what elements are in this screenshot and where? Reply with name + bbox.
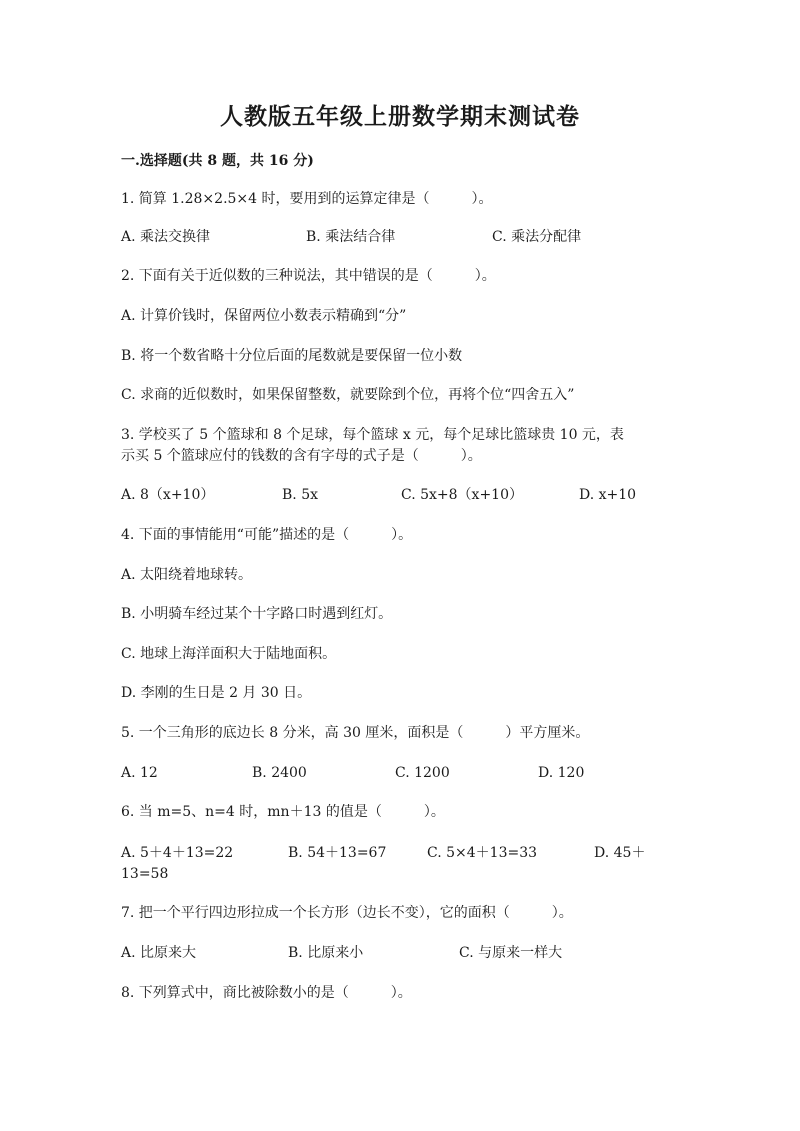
question-4-option-d: D. 李刚的生日是 2 月 30 日。 <box>121 685 312 701</box>
question-6-option-d: D. 45＋ <box>594 845 646 861</box>
question-6-option-d-continued: 13=58 <box>121 866 169 882</box>
question-7-option-c: C. 与原来一样大 <box>459 945 563 961</box>
question-6-stem: 6. 当 m=5、n=4 时，mn＋13 的值是（ ）。 <box>121 804 445 820</box>
question-7-option-b: B. 比原来小 <box>288 945 364 961</box>
question-6-option-c: C. 5×4＋13=33 <box>427 845 538 861</box>
question-3-option-a: A. 8（x+10） <box>121 487 215 503</box>
question-4-option-b: B. 小明骑车经过某个十字路口时遇到红灯。 <box>121 606 393 622</box>
question-6-option-a: A. 5＋4＋13=22 <box>121 845 234 861</box>
question-2-option-a: A. 计算价钱时，保留两位小数表示精确到“分” <box>121 308 407 324</box>
question-5-option-c: C. 1200 <box>395 765 450 781</box>
question-1-option-a: A. 乘法交换律 <box>121 229 211 245</box>
question-8-stem: 8. 下列算式中，商比被除数小的是（ ）。 <box>121 985 412 1001</box>
question-7-stem: 7. 把一个平行四边形拉成一个长方形（边长不变），它的面积（ ）。 <box>121 905 573 921</box>
question-3-stem-line-1: 3. 学校买了 5 个篮球和 8 个足球，每个篮球 x 元，每个足球比篮球贵 10 元，表 <box>121 427 624 443</box>
question-5-stem: 5. 一个三角形的底边长 8 分米，高 30 厘米，面积是（ ）平方厘米。 <box>121 725 590 741</box>
question-6-option-b: B. 54＋13=67 <box>288 845 387 861</box>
section-heading: 一.选择题(共 8 题，共 16 分) <box>121 153 314 169</box>
question-1-option-c: C. 乘法分配律 <box>492 229 582 245</box>
question-5-option-d: D. 120 <box>538 765 585 781</box>
question-2-option-c: C. 求商的近似数时，如果保留整数，就要除到个位，再将个位“四舍五入” <box>121 387 575 403</box>
question-3-option-b: B. 5x <box>282 487 318 503</box>
question-4-option-c: C. 地球上海洋面积大于陆地面积。 <box>121 646 337 662</box>
question-5-option-a: A. 12 <box>121 765 158 781</box>
question-1-option-b: B. 乘法结合律 <box>306 229 396 245</box>
question-4-stem: 4. 下面的事情能用“可能”描述的是（ ）。 <box>121 527 413 543</box>
exam-title: 人教版五年级上册数学期末测试卷 <box>220 103 580 130</box>
question-4-option-a: A. 太阳绕着地球转。 <box>121 567 253 583</box>
question-7-option-a: A. 比原来大 <box>121 945 197 961</box>
question-5-option-b: B. 2400 <box>252 765 307 781</box>
question-2-option-b: B. 将一个数省略十分位后面的尾数就是要保留一位小数 <box>121 348 463 364</box>
question-3-option-d: D. x+10 <box>579 487 637 503</box>
question-1-stem: 1. 简算 1.28×2.5×4 时，要用到的运算定律是（ ）。 <box>121 191 493 207</box>
question-3-stem-line-2: 示买 5 个篮球应付的钱数的含有字母的式子是（ ）。 <box>121 448 482 464</box>
question-2-stem: 2. 下面有关于近似数的三种说法，其中错误的是（ ）。 <box>121 268 496 284</box>
question-3-option-c: C. 5x+8（x+10） <box>401 487 523 503</box>
